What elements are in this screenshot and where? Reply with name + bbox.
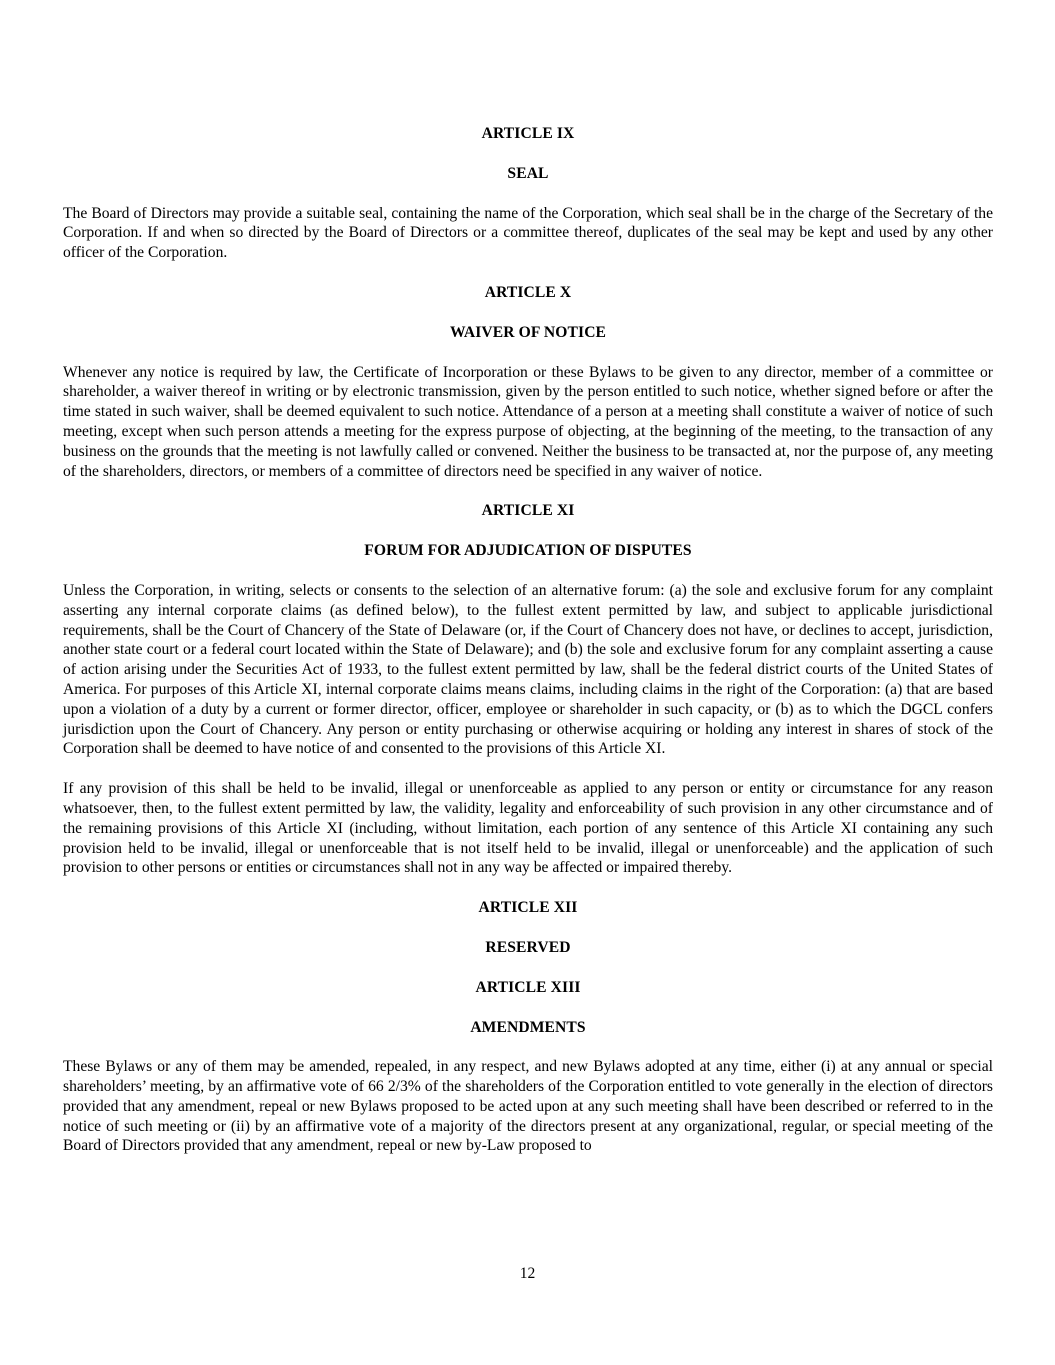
document-page <box>63 124 993 1176</box>
article-title: SEAL <box>507 164 549 182</box>
body-paragraph: If any provision of this shall be held to be invalid, illegal or unenforceable as applied to any person or entity or circumstance for any reason whatsoever, then, to the fullest extent permitted by law, the validity, legality and enforceability of such provision in any other circumstance and of the remaining provisions of this Article XI (including, without limitation, each portion of any sentence of this Article XI containing any such provision held to be invalid, illegal or unenforceable that is not itself held to be invalid, illegal or unenforceable) and the application of such provision to other persons or entities or circumstances shall not in any way be affected or impaired thereby. <box>63 780 993 877</box>
article-heading: ARTICLE XI <box>481 502 575 520</box>
page-number: 12 <box>519 1265 536 1282</box>
article-heading: ARTICLE XII <box>478 899 578 917</box>
body-paragraph: Whenever any notice is required by law, the Certificate of Incorporation or these Bylaws to be given to any director, member of a committee or shareholder, a waiver thereof in writing or by electronic transmission, given by the person entitled to such notice, whether signed before or after the time stated in such waiver, shall be deemed equivalent to such notice. Attendance of a person at a meeting shall constitute a waiver of notice of such meeting, except when such person attends a meeting for the express purpose of objecting, at the beginning of the meeting, to the transaction of any business on the grounds that the meeting is not lawfully called or convened. Neither the business to be transacted at, nor the purpose of, any meeting of the shareholders, directors, or members of a committee of directors need be specified in any waiver of notice. <box>63 363 993 480</box>
body-paragraph: Unless the Corporation, in writing, selects or consents to the selection of an alternative forum: (a) the sole and exclusive forum for any complaint asserting any internal corporate claims (as defined below), to the fullest extent permitted by law, and subject to applicable jurisdictional requirements, shall be the Court of Chancery of the State of Delaware (or, if the Court of Chancery does not have, or declines to accept, jurisdiction, another state court or a federal court located within the State of Delaware); and (b) the sole and exclusive forum for any complaint asserting a cause of action arising under the Securities Act of 1933, to the fullest extent permitted by law, shall be the federal district courts of the United States of America. For purposes of this Article XI, internal corporate claims means claims, including claims in the right of the Corporation: (a) that are based upon a violation of a duty by a current or former director, officer, employee or shareholder in such capacity, or (b) as to which the DGCL confers jurisdiction upon the Court of Chancery. Any person or entity purchasing or otherwise acquiring or holding any interest in shares of stock of the Corporation shall be deemed to have notice of and consented to the provisions of this Article XI. <box>63 581 993 758</box>
article-title: WAIVER OF NOTICE <box>449 323 607 341</box>
article-title: FORUM FOR ADJUDICATION OF DISPUTES <box>364 542 692 560</box>
body-paragraph: The Board of Directors may provide a suitable seal, containing the name of the Corporation, which seal shall be in the charge of the Secretary of the Corporation. If and when so directed by the Board of Directors or a committee thereof, duplicates of the seal may be kept and used by any other officer of the Corporation. <box>63 204 993 262</box>
article-heading: ARTICLE X <box>484 283 572 301</box>
article-heading: ARTICLE IX <box>481 125 575 142</box>
body-paragraph: These Bylaws or any of them may be amended, repealed, in any respect, and new Bylaws adopted at any time, either (i) at any annual or special shareholders’ meeting, by an affirmative vote of 66 2/3% of the shareholders of the Corporation entitled to vote generally in the election of directors provided that any amendment, repeal or new Bylaws proposed to be acted upon at any such meeting shall have been described or referred to in the notice of such meeting or (ii) by an affirmative vote of a majority of the directors present at any organizational, regular, or special meeting of the Board of Directors provided that any amendment, repeal or new by-Law proposed to <box>63 1058 993 1155</box>
article-heading: ARTICLE XIII <box>475 978 581 996</box>
article-title: RESERVED <box>485 938 571 956</box>
article-title: AMENDMENTS <box>470 1018 586 1036</box>
